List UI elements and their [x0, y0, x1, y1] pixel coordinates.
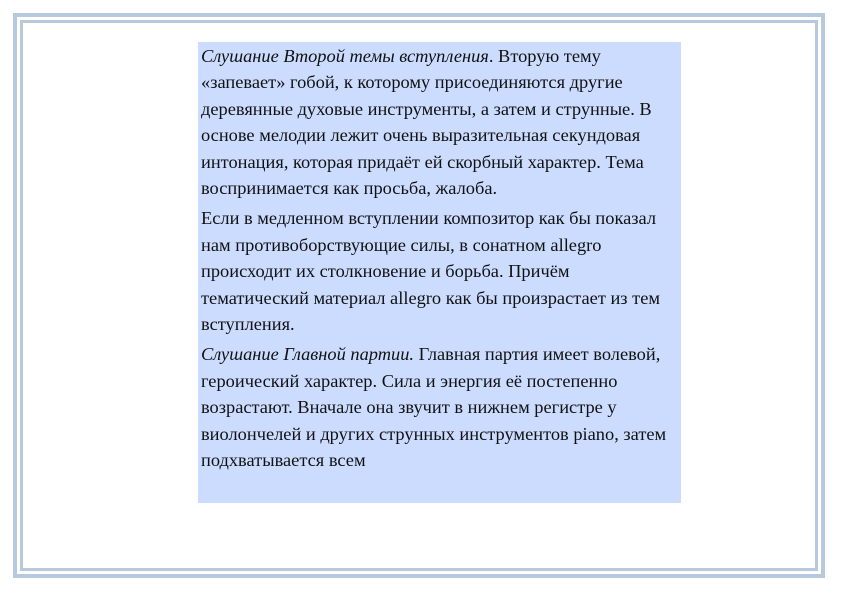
- paragraph-body: Если в медленном вступлении композитор как бы показал нам противоборствующие силы, в сонатном allegro происходит их столкновение и борьба. Причём тематический материал allegro как бы произрастает из тем вступления.: [201, 208, 661, 335]
- paragraph-lead: Слушание Главной партии.: [201, 344, 414, 365]
- paragraph-allegro: [201, 205, 678, 337]
- paragraph-body: . Вторую тему «запевает» гобой, к которому присоединяются другие деревянные духовые инструменты, а затем и струнные. В основе мелодии лежит очень выразительная секундовая интонация, которая придаёт ей скорбный характер. Тема воспринимается как просьба, жалоба.: [201, 46, 652, 199]
- paragraph-main-part: [201, 341, 678, 473]
- slide-text-box: [198, 42, 681, 503]
- paragraph-body: Главная партия имеет волевой, героический характер. Сила и энергия её постепенно возрастают. Вначале она звучит в нижнем регистре у виолончелей и других струнных инструментов piano, затем подхватывается всем: [201, 344, 667, 471]
- paragraph-lead: Слушание Второй темы вступления: [201, 46, 489, 66]
- paragraph-second-theme: [201, 43, 678, 201]
